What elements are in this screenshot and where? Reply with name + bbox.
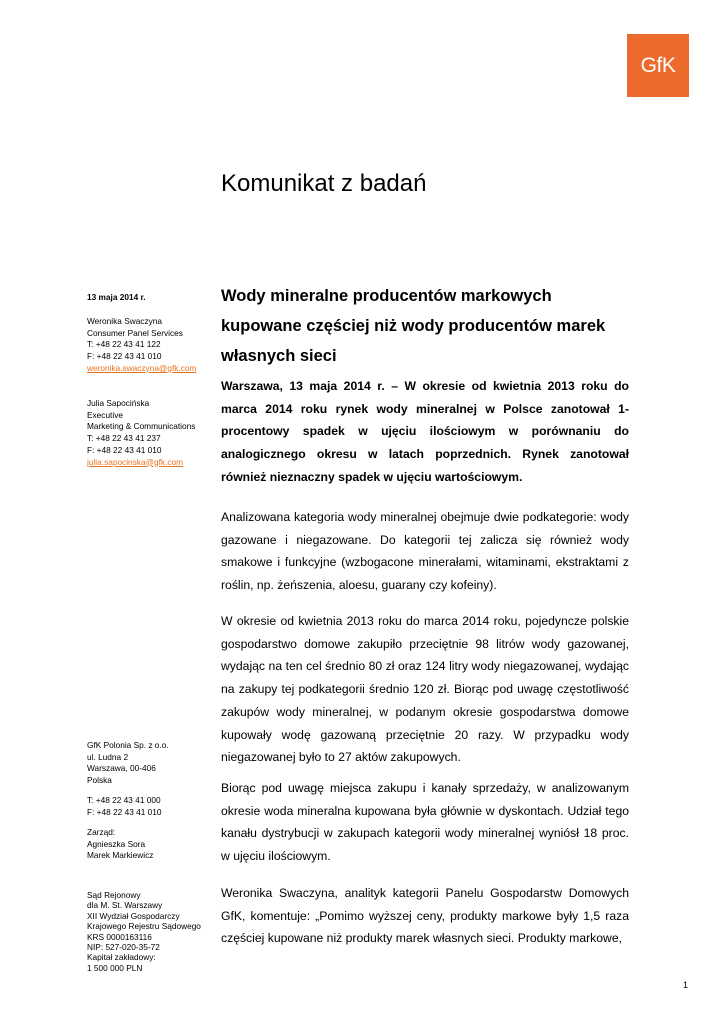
court-line: Sąd Rejonowy — [87, 890, 141, 900]
contact-weronika — [87, 316, 217, 375]
contact-tel: T: +48 22 43 41 237 — [87, 433, 161, 444]
page-title: Komunikat z badań — [221, 170, 427, 197]
contact-name: Weronika Swaczyna — [87, 316, 163, 326]
article-paragraph: Biorąc pod uwagę miejsca zakupu i kanały sprzedaży, w analizowanym okresie woda mineralna kupowana była głównie w dyskontach. Udział tego kanału dystrybucji w zakupach kategorii wody mineralnej wyniósł 18 proc. w ujęciu ilościowym. — [221, 781, 629, 864]
article-headline: Wody mineralne producentów markowych kupowane częściej niż wody producentów marek własnych sieci — [221, 287, 606, 365]
article-lead: Warszawa, 13 maja 2014 r. – W okresie od kwietnia 2013 roku do marca 2014 roku rynek wody mineralnej w Polsce zanotował 1-procentowy spadek w ujęciu ilościowym w porównaniu do analogicznego okresu w latach poprzednich. Rynek zanotował również nieznaczny spadek w ujęciu wartościowym. — [221, 379, 629, 484]
contact-email-link[interactable]: weronika.swaczyna@gfk.com — [87, 362, 197, 373]
court-registration — [87, 890, 217, 973]
company-country: Polska — [87, 775, 112, 786]
contact-email-link[interactable]: julia.sapocinska@gfk.com — [87, 456, 184, 467]
company-name: GfK Polonia Sp. z o.o. — [87, 740, 169, 750]
management-board — [87, 827, 217, 862]
company-address — [87, 740, 217, 787]
company-tel: T: +48 22 43 41 000 — [87, 795, 161, 805]
contact-name: Julia Sapocińska — [87, 398, 150, 408]
contact-tel: T: +48 22 43 41 122 — [87, 339, 161, 350]
contact-fax: F: +48 22 43 41 010 — [87, 351, 162, 362]
board-member: Marek Markiewicz — [87, 850, 154, 861]
company-phones — [87, 795, 217, 818]
contact-dept: Consumer Panel Services — [87, 327, 183, 338]
contact-role: Executive — [87, 409, 123, 420]
company-city: Warszawa, 00-406 — [87, 763, 156, 774]
release-date: 13 maja 2014 r. — [87, 292, 146, 302]
court-line: KRS 0000163116 — [87, 931, 152, 942]
company-fax: F: +48 22 43 41 010 — [87, 806, 162, 817]
gfk-logo-text: GfK — [640, 53, 676, 77]
gfk-logo — [627, 34, 689, 97]
article-paragraph: W okresie od kwietnia 2013 roku do marca 2014 roku, pojedyncze polskie gospodarstwo domowe zakupiło przeciętnie 98 litrów wody gazowanej, wydając na ten cel średnio 80 zł oraz 124 litry wody niegazowanej, wydając na zakupy tej podkategorii średnio 120 zł. Biorąc pod uwagę częstotliwość zakupów wody mineralnej, w podanym okresie gospodarstwa domowe kupowały wodę gazowaną przeciętnie 20 razy. W przypadku wody niegazowanej było to 27 aktów zakupowych. — [221, 614, 629, 765]
contact-dept: Marketing & Communications — [87, 421, 196, 432]
court-line: Kapitał zakładowy: — [87, 952, 156, 963]
contact-fax: F: +48 22 43 41 010 — [87, 444, 162, 455]
company-street: ul. Ludna 2 — [87, 751, 129, 762]
court-line: XII Wydział Gospodarczy — [87, 910, 180, 921]
court-line: Krajowego Rejestru Sądowego — [87, 921, 201, 932]
page-number: 1 — [683, 980, 689, 990]
article-paragraph: Weronika Swaczyna, analityk kategorii Panelu Gospodarstw Domowych GfK, komentuje: „Pomimo wyższej ceny, produkty markowe były 1,5 raza częściej kupowane niż produkty marek własnych sieci. Produkty markowe, — [221, 886, 629, 946]
court-line: 1 500 000 PLN — [87, 962, 143, 973]
court-line: NIP: 527-020-35-72 — [87, 942, 160, 953]
court-line: dla M. St. Warszawy — [87, 900, 163, 911]
contact-julia — [87, 398, 217, 468]
board-member: Agnieszka Sora — [87, 838, 146, 849]
board-label: Zarząd: — [87, 827, 116, 837]
article-paragraph: Analizowana kategoria wody mineralnej obejmuje dwie podkategorie: wody gazowane i niegazowane. Do kategorii tej zalicza się również wody smakowe i funkcyjne (wzbogacone minerałami, witaminami, ekstraktami z roślin, np. żeńszenia, aloesu, guarany czy kofeiny). — [221, 510, 629, 593]
